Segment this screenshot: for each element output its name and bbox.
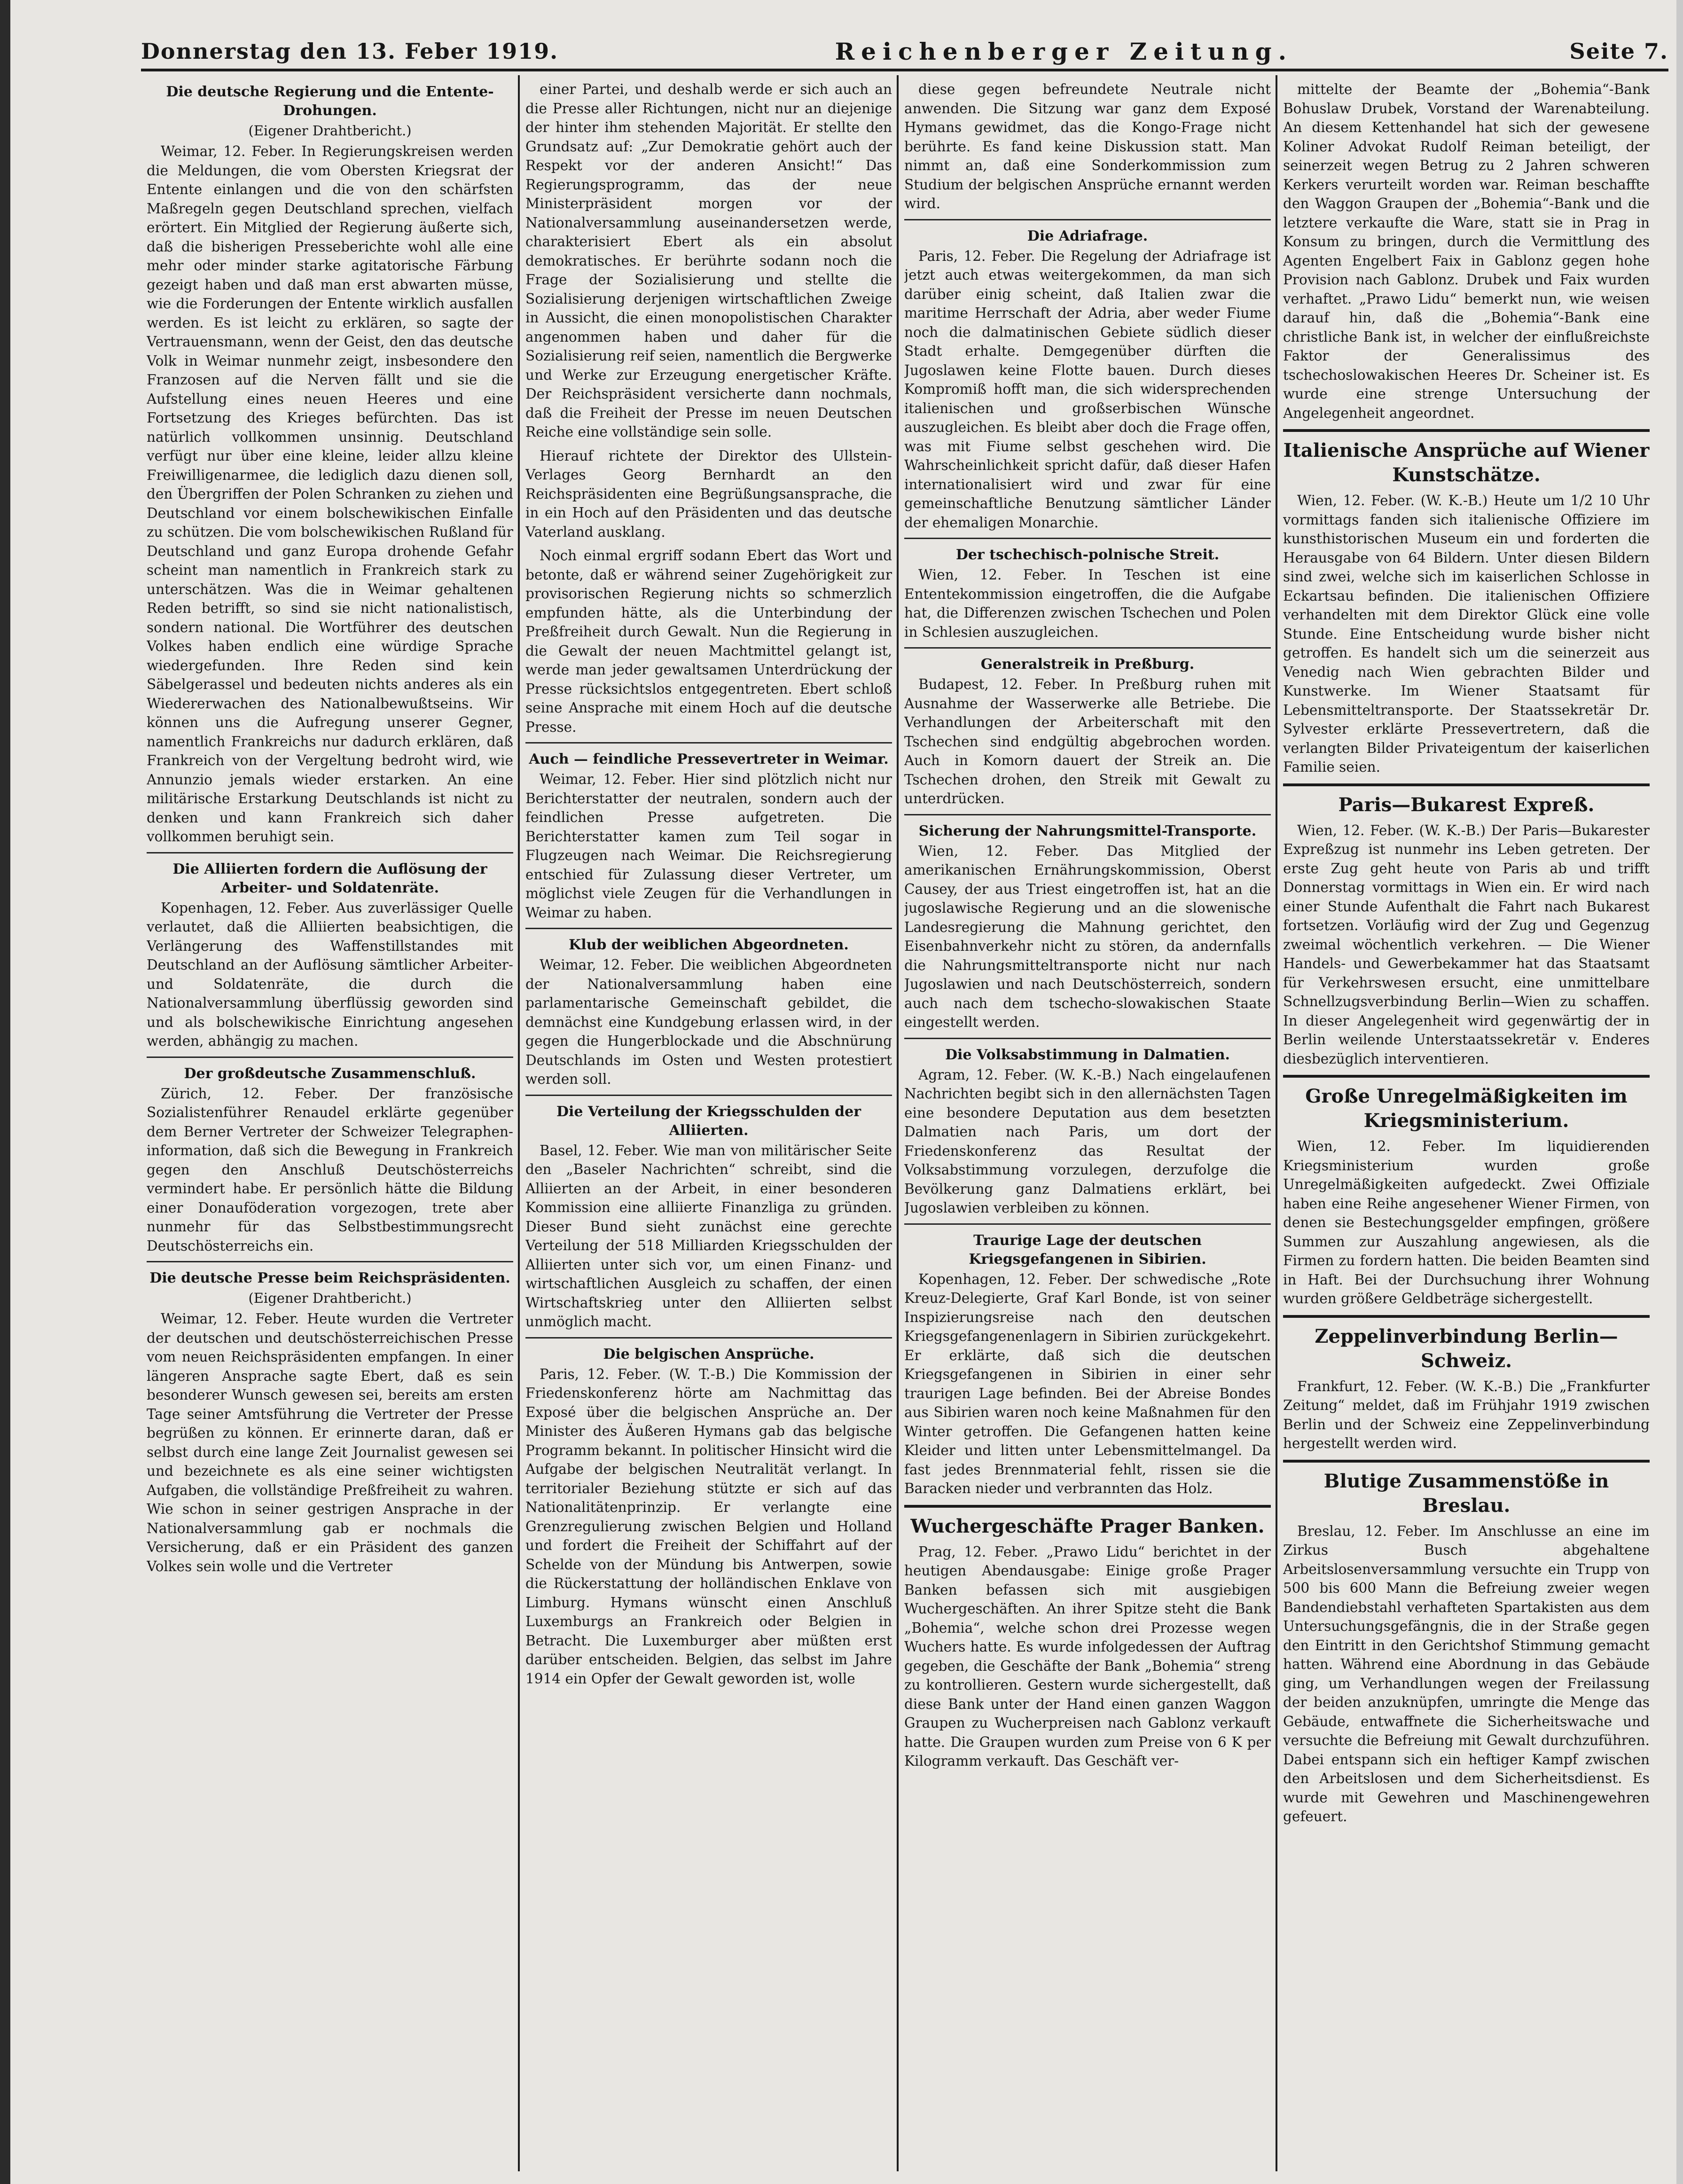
article-divider [525,742,892,744]
article-headline: Klub der weiblichen Abgeordneten. [569,937,849,953]
article-divider [147,1057,513,1058]
article-body: Kopenhagen, 12. Feber. Aus zuverlässiger Quelle verlautet, daß die Alliierten beabsichtigen, die Verlängerung des Waffenstillstandes mit Deutschland an der Auflösung sämtlicher Arbeiter- und Soldatenräte, die durch die Nationalversammlung überflüssig geworden sind und als bolschewikische Einrichtung angesehen werden, abhängig zu machen. [147,900,513,1049]
article-body: Frankfurt, 12. Feber. (W. K.-B.) Die „Frankfurter Zeitung“ meldet, daß im Frühjahr 1919 zwischen Berlin und der Schweiz eine Zeppelinverbindung hergestellt werden wird. [1283,1378,1650,1451]
article-body: Agram, 12. Feber. (W. K.-B.) Nach eingelaufenen Nachrichten begibt sich in den allernächsten Tagen eine besondere Deputation aus dem besetzten Dalmatien nach Paris, um dort der Friedenskonferenz das Resultat der Volksabstimmung vorzulegen, derzufolge die Bevölkerung ganz Dalmatiens erklärt, bei Jugoslawien verbleiben zu können. [904,1066,1271,1216]
article-body: Prag, 12. Feber. „Prawo Lidu“ berichtet in der heutigen Abendausgabe: Einige große Prager Banken befassen sich mit ausgiebigen Wuchergeschäften. An ihrer Spitze steht die Bank „Bohemia“, welche schon drei Prozesse wegen Wuchers hatte. Es wurde infolgedessen der Auftrag gegeben, die Geschäfte der Bank „Bohemia“ streng zu kontrollieren. Gestern wurde sichergestellt, daß diese Bank unter der Hand einen ganzen Waggon Graupen zu Wucherpreisen nach Gablonz verkauft hatte. Die Graupen wurden zum Preise von 6 K per Kilogramm verkauft. Das Geschäft ver- [904,1543,1271,1769]
article-body: Weimar, 12. Feber. Die weiblichen Abgeordneten der Nationalversammlung haben eine parlamentarische Gemeinschaft gebildet, die demnächst eine Kundgebung erlassen wird, in der gegen die Hungerblockade und die Abschnürung Deutschlands im Osten und Westen protestiert werden soll. [525,957,892,1087]
article-divider [525,928,892,929]
article-source: (Eigener Drahtbericht.) [248,1290,412,1306]
article-headline: Die deutsche Regierung und die Entente-Drohungen. [166,84,494,119]
column-2 [525,80,892,2167]
article-body: Weimar, 12. Feber. Hier sind plötzlich nicht nur Berichterstatter der neutralen, sondern auch der feindlichen Presse aufgetreten. Die Berichterstatter kamen zum Teil sogar in Flugzeugen nach Weimar. Die Reichsregierung entschied für Zulassung dieser Vertreter, um möglichst viele Zeugen für die Verhandlungen in Weimar zu haben. [525,771,892,921]
masthead-rule [141,69,1668,71]
article-divider [904,219,1271,220]
article-divider [147,1261,513,1262]
article-headline: Generalstreik in Preßburg. [980,656,1195,673]
article-headline: Sicherung der Nahrungsmittel-Transporte. [918,822,1257,839]
article-divider [904,538,1271,539]
article-body: Paris, 12. Feber. (W. T.-B.) Die Kommission der Friedenskonferenz hörte am Nachmittag das Exposé über die belgischen Ansprüche an. Der Minister des Äußeren Hymans gab das belgische Programm bekannt. In politischer Hinsicht wird die Aufgabe der belgischen Neutralität verlangt. In territorialer Beziehung stützte er sich auf das Nationalitätenprinzip. Er verlangte eine Grenzregulierung zwischen Belgien und Holland und fordert die Freiheit der Schiffahrt auf der Schelde von der Mündung bis Antwerpen, sowie die Rückerstattung der holländischen Enklave von Limburg. Hymans wünscht einen Anschluß Luxemburgs an Frankreich oder Belgien in Betracht. Die Luxemburger aber müßten erst darüber entscheiden. Belgien, das selbst im Jahre 1914 ein Opfer der Gewalt geworden ist, wolle [525,1366,892,1687]
column-1 [147,80,513,2167]
article-body: Wien, 12. Feber. (W. K.-B.) Der Paris—Bukarester Expreßzug ist nunmehr ins Leben getreten. Der erste Zug geht heute von Paris ab und trifft Donnerstag vormittags in Wien ein. Er wird nach einer Stunde Aufenthalt die Fahrt nach Bukarest fortsetzen. Vorläufig wird der Zug und Gegenzug zweimal wöchentlich verkehren. — Die Wiener Handels- und Gewerbekammer hat das Staatsamt für Verkehrswesen ersucht, eine unmittelbare Schnellzugsverbindung Berlin—Wien zu schaffen. In dieser Angelegenheit wird gegenwärtig der in Berlin weilende Unterstaatssekretär v. Enderes diesbezüglich interventieren. [1283,822,1650,1067]
article-body: Wien, 12. Feber. (W. K.-B.) Heute um 1/2 10 Uhr vormittags fanden sich italienische Offiziere im kunsthistorischen Museum ein und forderten die Herausgabe von 64 Bildern. Unter diesen Bildern sind zwei, welche sich im kaiserlichen Schlosse in Eckartsau befinden. Die italienischen Offiziere verhandelten mit dem Direktor Glück eine volle Stunde. Eine Entscheidung wurde bisher nicht getroffen. Es handelt sich um die seinerzeit aus Venedig nach Wien gebrachten Bilder und Kunstwerke. Im Wiener Staatsamt für Lebensmitteltransporte. Der Staatssekretär Dr. Sylvester erklärte Pressevertretern, daß die verlangten Bilder Privateigentum der kaiserlichen Familie seien. [1283,493,1650,775]
article-body: Basel, 12. Feber. Wie man von militärischer Seite den „Baseler Nachrichten“ schreibt, sind die Alliierten an der Arbeit, in einer besonderen Kommission eine alliierte Finanzliga zu gründen. Dieser Bund sieht zunächst eine gerechte Verteilung der 518 Milliarden Kriegsschulden der Alliierten unter sich vor, um einen Finanz- und wirtschaftlichen Ausgleich zu schaffen, der einen Wirtschaftskrieg unter den Alliierten selbst unmöglich macht. [525,1142,892,1330]
article-divider [904,1038,1271,1039]
column-3 [904,80,1271,2167]
masthead-date: Donnerstag den 13. Feber 1919. [141,39,559,64]
article-body: mittelte der Beamte der „Bohemia“-Bank Bohuslaw Drubek, Vorstand der Warenabteilung. An diesem Kettenhandel hat sich der gewesene Koliner Advokat Rudolf Reiman beteiligt, der seinerzeit wegen Betrug zu 2 Jahren schweren Kerkers verurteilt worden war. Reiman beschaffte den Waggon Graupen der „Bohemia“-Bank und die letztere verkaufte die Ware, statt sie in Prag in Konsum zu bringen, durch die Vermittlung des Agenten Engelbert Faix in Gablonz gegen hohe Provision nach Gablonz. Drubek und Faix wurden verhaftet. „Prawo Lidu“ bemerkt nun, wie weisen darauf hin, daß die „Bohemia“-Bank eine christliche Bank ist, in welcher der einflußreichste Faktor der Generalissimus des tschechoslowakischen Heeres Dr. Scheiner ist. Es wurde eine strenge Untersuchung der Angelegenheit angeordnet. [1283,81,1650,421]
article-headline: Die belgischen Ansprüche. [603,1346,814,1362]
article-headline: Der tschechisch-polnische Streit. [955,547,1220,563]
article-body: Breslau, 12. Feber. Im Anschlusse an eine im Zirkus Busch abgehaltene Arbeitslosenversammlung versuchte ein Trupp von 500 bis 600 Mann die Befreiung zweier wegen Bandendiebstahl verhafteten Spartakisten aus dem Untersuchungsgefängnis, die in der Straße gegen den Eintritt in den Gerichtshof Stimmung gemacht hatten. Während eine Abordnung in das Gebäude ging, um Verhandlungen wegen der Freilassung der beiden anzuknüpfen, umringte die Menge das Gebäude, entwaffnete die Sicherheitswache und versuchte die Befreiung mit Gewalt durchzuführen. Dabei entspann sich ein heftiger Kampf zwischen den Arbeitslosen und dem Sicherheitsdienst. Es wurde mit Gewehren und Maschinengewehren gefeuert. [1283,1523,1650,1824]
article-divider [147,852,513,853]
article-divider [904,647,1271,649]
article-divider [1283,1315,1650,1318]
article-body: Budapest, 12. Feber. In Preßburg ruhen mit Ausnahme der Wasserwerke alle Betriebe. Die Verhandlungen der Arbeiterschaft mit den Tschechen sind endgültig abgebrochen worden. Auch in Komorn dauert der Streik an. Die Tschechen drohen, den Streik mit Gewalt zu unterdrücken. [904,676,1271,806]
masthead-title: Reichenberger Zeitung. [835,37,1293,65]
article-headline: Auch — feindliche Pressevertreter in Weimar. [529,751,889,767]
article-body: Kopenhagen, 12. Feber. Der schwedische „Rote Kreuz-Delegierte, Graf Karl Bonde, ist von seiner Inspizierungsreise nach den deutschen Kriegsgefangenenlagern in Sibirien zurückgekehrt. Er erklärte, daß sich die deutschen Kriegsgefangenen in Sibirien in einer sehr traurigen Lage befinden. Bei der Abreise Bondes aus Sibirien waren noch keine Maßnahmen für den Winter getroffen. Die Gefangenen hatten keine Kleider und litten unter Lebensmittelmangel. Da fast jedes Brennmaterial fehlt, rissen sie die Baracken nieder und verbrannten das Holz. [904,1271,1271,1496]
article-headline: Die Volksabstimmung in Dalmatien. [945,1046,1230,1063]
article-divider [1283,429,1650,432]
article-headline-large: Paris—Bukarest Expreß. [1338,793,1595,816]
article-body: einer Partei, und deshalb werde er sich auch an die Presse aller Richtungen, nicht nur an diejenige der hinter ihm stehenden Majorität. Er stellte den Grundsatz auf: „Zur Demokratie gehört auch der Respekt vor der anderen Ansicht!“ Das Regierungsprogramm, das der neue Ministerpräsident morgen vor der Nationalversammlung auseinandersetzen werde, charakterisiert Ebert als ein absolut demokratisches. Er berührte sodann noch die Frage der Sozialisierung und stellte die Sozialisierung derjenigen wirtschaftlichen Zweige in Aussicht, die einen monopolistischen Charakter angenommen haben und daher für die Sozialisierung reif seien, namentlich die Bergwerke und Werke zur Erzeugung energetischer Kräfte. Der Reichspräsident versicherte dann nochmals, daß die Freiheit der Presse im neuen Deutschen Reiche eine vollständige sein solle. [525,81,892,440]
column-divider [897,75,899,2171]
article-headline-large: Italienische Ansprüche auf Wiener Kunstschätze. [1283,439,1650,486]
article-headline-large: Wuchergeschäfte Prager Banken. [910,1515,1265,1537]
article-divider [1283,1460,1650,1463]
article-body: Weimar, 12. Feber. Heute wurden die Vertreter der deutschen und deutschösterreichischen Presse vom neuen Reichspräsidenten empfangen. In einer längeren Ansprache sagte Ebert, daß es sein besonderer Wunsch gewesen sei, bereits am ersten Tage seiner Amtsführung die Vertreter der Presse begrüßen zu können. Er erinnerte daran, daß er selbst durch eine lange Zeit Journalist gewesen sei und bezeichnete es als eine seiner wichtigsten Aufgaben, die vollständige Preßfreiheit zu wahren. Wie schon in seiner gestrigen Ansprache in der Nationalversammlung gab er nochmals die Versicherung, daß er ein Präsident des ganzen Volkes sein wolle und die Vertreter [147,1311,513,1574]
scan-left-margin [0,0,10,2184]
article-divider [904,1505,1271,1508]
article-body: Weimar, 12. Feber. In Regierungskreisen werden die Meldungen, die vom Obersten Kriegsrat der Entente einlangen und die von den schärfsten Maßregeln gegen Deutschland sprechen, vielfach erörtert. Ein Mitglied der Regierung äußerte sich, daß die bisherigen Presseberichte wohl alle eine mehr oder minder starke agitatorische Färbung gezeigt haben und daß man erst abwarten müsse, wie die Forderungen der Entente wirklich ausfallen werden. Es ist leicht zu erklären, so sagte der Vertrauensmann, wenn der Geist, den das deutsche Volk in Weimar nunmehr zeigt, insbesondere den Franzosen auf die Nerven fällt und sie die Aufstellung eines neuen Heeres und eine Fortsetzung des Krieges befürchten. Das ist natürlich vollkommen unsinnig. Deutschland verfügt nur über eine kleine, leider allzu kleine Freiwilligenarmee, die lediglich dazu dienen soll, den Übergriffen der Polen Schranken zu ziehen und Deutschland vor einem bolschewikischen Einfalle zu schützen. Die vom bolschewikischen Rußland für Deutschland und ganz Europa drohende Gefahr scheint man namentlich in Frankreich stark zu unterschätzen. Was die in Weimar gehaltenen Reden betrifft, so sind sie nicht nationalistisch, sondern national. Die Wortführer des deutschen Volkes haben endlich eine würdige Sprache wiedergefunden. Ihre Reden sind kein Säbelgerassel und bedeuten nichts anderes als ein Wiedererwachen des Nationalbewußtseins. Wir können uns die Aufregung unserer Gegner, namentlich Frankreichs nur dadurch erklären, daß Frankreich von der Vergeltung bedroht wird, wie Annunzio jemals wieder erstarken. An eine militärische Erstarkung Deutschlands ist nicht zu denken und kann Frankreich sich daher vollkommen beruhigt sein. [147,143,513,845]
article-headline: Traurige Lage der deutschen Kriegsgefangenen in Sibirien. [969,1232,1206,1268]
column-4 [1283,80,1650,2167]
article-headline: Die deutsche Presse beim Reichspräsidenten. [149,1270,510,1286]
article-body: Wien, 12. Feber. Im liquidierenden Kriegsministerium wurden große Unregelmäßigkeiten aufgedeckt. Zwei Offiziale haben eine Reihe angesehener Wiener Firmen, von denen sie Bestechungsgelder empfingen, größere Summen zur Auszahlung angewiesen, als die Firmen zu fordern hatten. Die beiden Beamten sind in Haft. Bei der Durchsuchung ihrer Wohnung wurden größere Geldbeträge sichergestellt. [1283,1138,1650,1307]
article-headline: Die Alliierten fordern die Auflösung der Arbeiter- und Soldatenräte. [172,861,487,896]
article-body: Zürich, 12. Feber. Der französische Sozialistenführer Renaudel erklärte gegenüber dem Berner Vertreter der Schweizer Telegraphen-information, daß sich die Bewegung in Frankreich gegen den Anschluß Deutschösterreichs vermindert habe. Er persönlich hätte die Bildung einer Donauföderation vorgezogen, trete aber nunmehr für das Selbstbestimmungsrecht Deutschösterreichs ein. [147,1085,513,1254]
article-headline-large: Zeppelinverbindung Berlin—Schweiz. [1315,1325,1618,1372]
article-body: Wien, 12. Feber. In Teschen ist eine Ententekommission eingetroffen, die die Aufgabe hat, die Differenzen zwischen Tschechen und Polen in Schlesien auszugleichen. [904,567,1271,640]
masthead [141,37,1668,66]
column-divider [1276,75,1277,2171]
article-headline: Die Adriafrage. [1027,227,1148,244]
article-divider [1283,783,1650,786]
article-divider [525,1337,892,1339]
article-body: diese gegen befreundete Neutrale nicht anwenden. Die Sitzung war ganz dem Exposé Hymans gewidmet, das die Kongo-Frage nicht berührte. Es fand keine Diskussion statt. Man nimmt an, daß eine Sonderkommission zum Studium der belgischen Ansprüche ernannt werden wird. [904,81,1271,211]
column-divider [518,75,520,2171]
article-headline: Die Verteilung der Kriegsschulden der Alliierten. [556,1103,861,1139]
article-body: Paris, 12. Feber. Die Regelung der Adriafrage ist jetzt auch etwas weitergekommen, da man sich darüber einig scheint, daß Italien zwar die maritime Herrschaft der Adria, aber weder Fiume noch die dalmatinischen Gebiete südlich dieser Stadt erhalte. Demgegenüber dürften die Jugoslawen keine Flotte bauen. Durch dieses Kompromiß hofft man, die sich widersprechenden italienischen und großserbischen Wünsche auszugleichen. Es bleibt aber doch die Frage offen, was mit Fiume selbst geschehen wird. Die Wahrscheinlichkeit spricht dafür, daß dieser Hafen internationalisiert wird und zwar für eine gemeinschaftliche Benutzung sämtlicher Länder der ehemaligen Monarchie. [904,248,1271,531]
article-divider [904,814,1271,815]
article-body: Wien, 12. Feber. Das Mitglied der amerikanischen Ernährungskommission, Oberst Causey, der aus Triest eingetroffen ist, hat an die jugoslawische Regierung und an die slowenische Landesregierung die Mahnung gerichtet, den Eisenbahnverkehr nicht zu stören, da andernfalls die Nahrungsmitteltransporte nicht nur nach Jugoslawien und nach Deutschösterreich, sondern auch nach dem tschecho-slowakischen Staate eingestellt werden. [904,843,1271,1030]
article-body: Hierauf richtete der Direktor des Ullstein-Verlages Georg Bernhardt an den Reichspräsidenten eine Begrüßungsansprache, die in ein Hoch auf den Präsidenten und das deutsche Vaterland ausklang. [525,447,892,540]
article-headline-large: Große Unregelmäßigkeiten im Kriegsministerium. [1305,1085,1628,1132]
masthead-page: Seite 7. [1569,39,1668,64]
article-divider [525,1095,892,1096]
article-divider [1283,1075,1650,1078]
article-source: (Eigener Drahtbericht.) [248,123,412,139]
article-headline: Der großdeutsche Zusammenschluß. [184,1065,476,1082]
article-divider [904,1223,1271,1225]
article-body: Noch einmal ergriff sodann Ebert das Wort und betonte, daß er während seiner Zugehörigkeit zur provisorischen Regierung nichts so schmerzlich empfunden hätte, als die Unterbindung der Preßfreiheit durch Gewalt. Nun die Regierung in die Gewalt der neuen Machtmittel gelangt ist, werde man jeder gewaltsamen Unterdrückung der Presse rücksichtslos entgegentreten. Ebert schloß seine Ansprache mit einem Hoch auf die deutsche Presse. [525,548,892,735]
article-headline-large: Blutige Zusammenstöße in Breslau. [1323,1470,1609,1517]
